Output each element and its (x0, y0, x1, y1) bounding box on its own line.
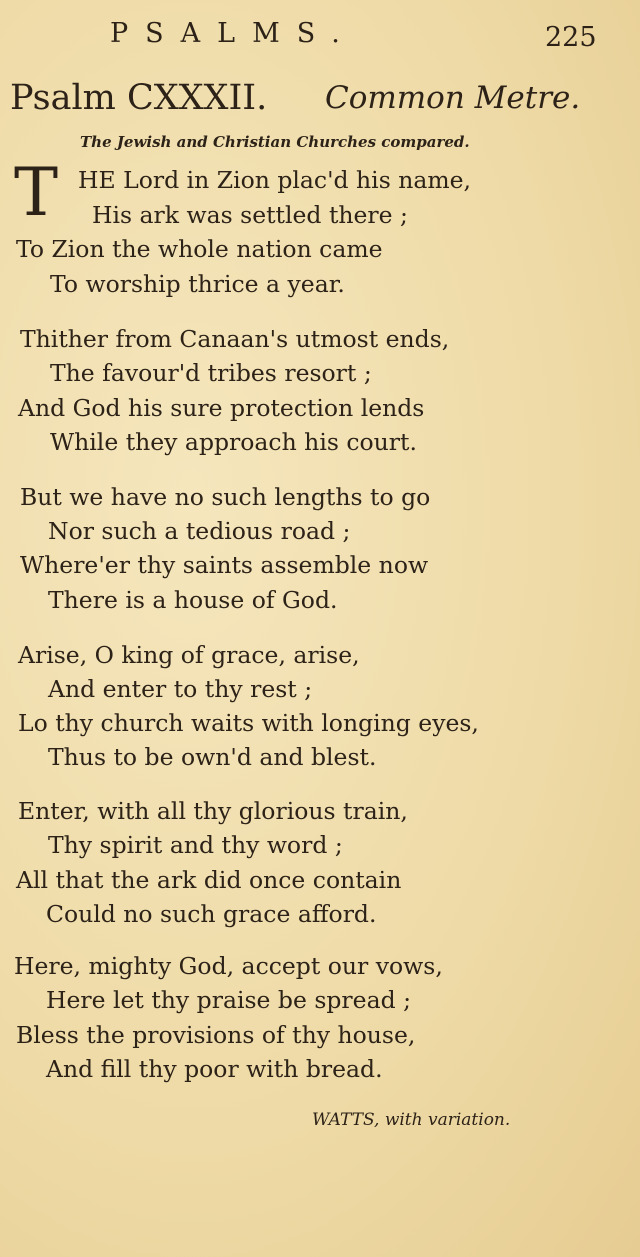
page-number: 225 (545, 22, 597, 53)
verse-line: The favour'd tribes resort ; (50, 359, 372, 387)
psalm-heading (10, 78, 630, 122)
verse-line: While they approach his court. (50, 428, 417, 456)
drop-cap: T (14, 154, 59, 231)
verse-line: But we have no such lengths to go (20, 483, 431, 511)
verse-line: There is a house of God. (48, 586, 338, 614)
verse-line: Thy spirit and thy word ; (48, 831, 343, 859)
verse-line: All that the ark did once contain (16, 866, 402, 894)
verse-line: Arise, O king of grace, arise, (18, 641, 360, 669)
verse-line: Here, mighty God, accept our vows, (14, 952, 443, 980)
verse-line: Where'er thy saints assemble now (20, 551, 429, 579)
verse-line: And fill thy poor with bread. (46, 1055, 383, 1083)
verse-line: HE Lord in Zion plac'd his name, (78, 166, 472, 194)
verse-line: Here let thy praise be spread ; (46, 986, 412, 1014)
verse-line: Thither from Canaan's utmost ends, (20, 325, 450, 353)
verse-line: Thus to be own'd and blest. (48, 743, 377, 771)
verse-line: To Zion the whole nation came (16, 235, 383, 263)
psalm-subtitle: The Jewish and Christian Churches compared. (80, 133, 470, 151)
attribution: WATTS, with variation. (312, 1110, 511, 1130)
psalm-number: Psalm CXXXII. (10, 78, 268, 118)
verse-line: Could no such grace afford. (46, 900, 377, 928)
metre-label: Common Metre. (325, 80, 581, 116)
verse-line: To worship thrice a year. (50, 270, 345, 298)
running-head: PSALMS. (110, 18, 357, 49)
verse-line: And enter to thy rest ; (48, 675, 313, 703)
verse-line: Bless the provisions of thy house, (16, 1021, 416, 1049)
verse-line: Enter, with all thy glorious train, (18, 797, 408, 825)
verse-line: His ark was settled there ; (92, 201, 408, 229)
verse-line: And God his sure protection lends (18, 394, 425, 422)
verse-line: Lo thy church waits with longing eyes, (18, 709, 479, 737)
verse-line: Nor such a tedious road ; (48, 517, 351, 545)
